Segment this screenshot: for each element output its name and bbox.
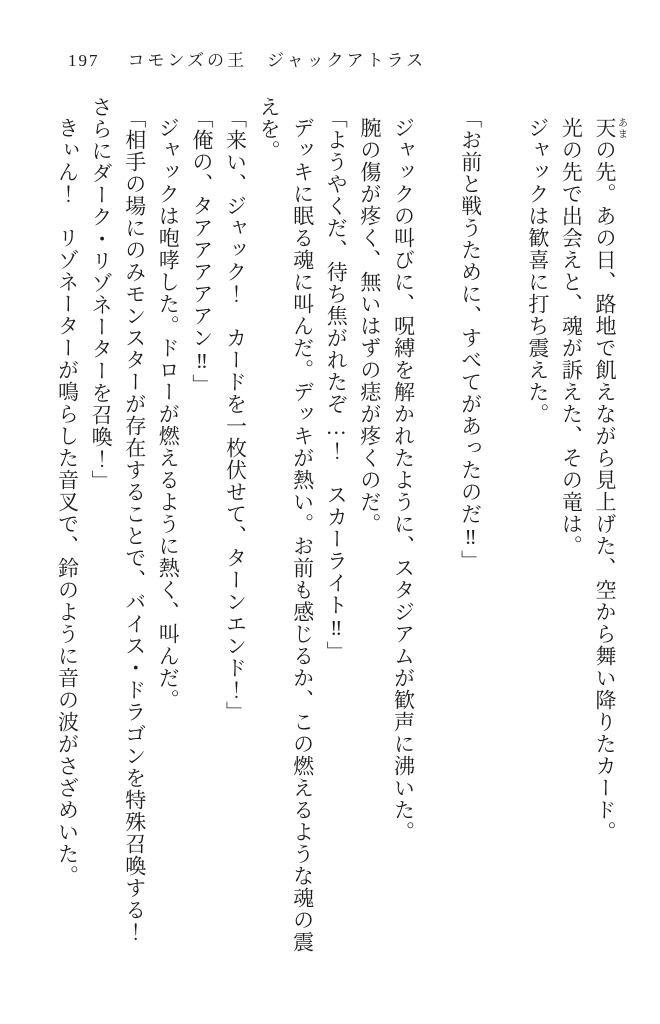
text-line: きぃん！ リゾネーターが鳴らした音叉で、鈴のように音の波がさざめいた。 [55,117,80,887]
blank-line [419,96,453,958]
ruby-annotation [593,117,627,139]
page-number: 197 [68,51,100,70]
running-head [68,46,426,71]
text-line: ジャックは歓喜に打ち震えた。 [525,117,550,425]
dialogue-line: 「お前と戦うために、すべてがあったのだ‼」 [458,106,483,572]
dialogue-line: 「相手の場にのみモンスターが存在することで、バイス・ドラゴンを特殊召喚する！ [122,106,147,943]
text-line: 光の先で出会えと、魂が訴えた、その竜は。 [559,117,584,557]
ruby-text: あま [615,117,627,139]
text-line-continuation: えを。 [257,96,282,162]
ruby-base: 天 [593,117,617,139]
dialogue-line: 「来い、ジャック！ カードを一枚伏せて、ターンエンド！」 [223,106,248,723]
vertical-text-body [50,96,626,958]
text-line: ジャックは咆哮した。ドローが燃えるように熱く、叫んだ。 [156,117,181,711]
text-line: ジャックの叫びに、呪縛を解かれたように、スタジアムが歓声に沸いた。 [391,117,416,843]
dialogue-line: 「俺の、タアアアアアン‼」 [189,106,214,396]
chapter-title: コモンズの王 ジャックアトラス [127,51,427,70]
text-line-rest: の先。あの日、路地で飢えながら見上げた、空から舞い降りたカード。 [593,139,617,843]
blank-line [487,96,521,958]
text-line [587,96,626,958]
dialogue-line: 「ようやくだ、待ち焦がれたぞ…！ スカーライト‼」 [324,106,349,663]
text-line: デッキに眠る魂に叫んだ。デッキが熱い。お前も感じるか、この燃えるような魂の震 [290,117,315,953]
text-line: 腕の傷が疼く、無いはずの痣が疼くのだ。 [357,117,382,535]
dialogue-line-continuation: さらにダーク・リゾネーターを召喚！」 [89,96,114,492]
